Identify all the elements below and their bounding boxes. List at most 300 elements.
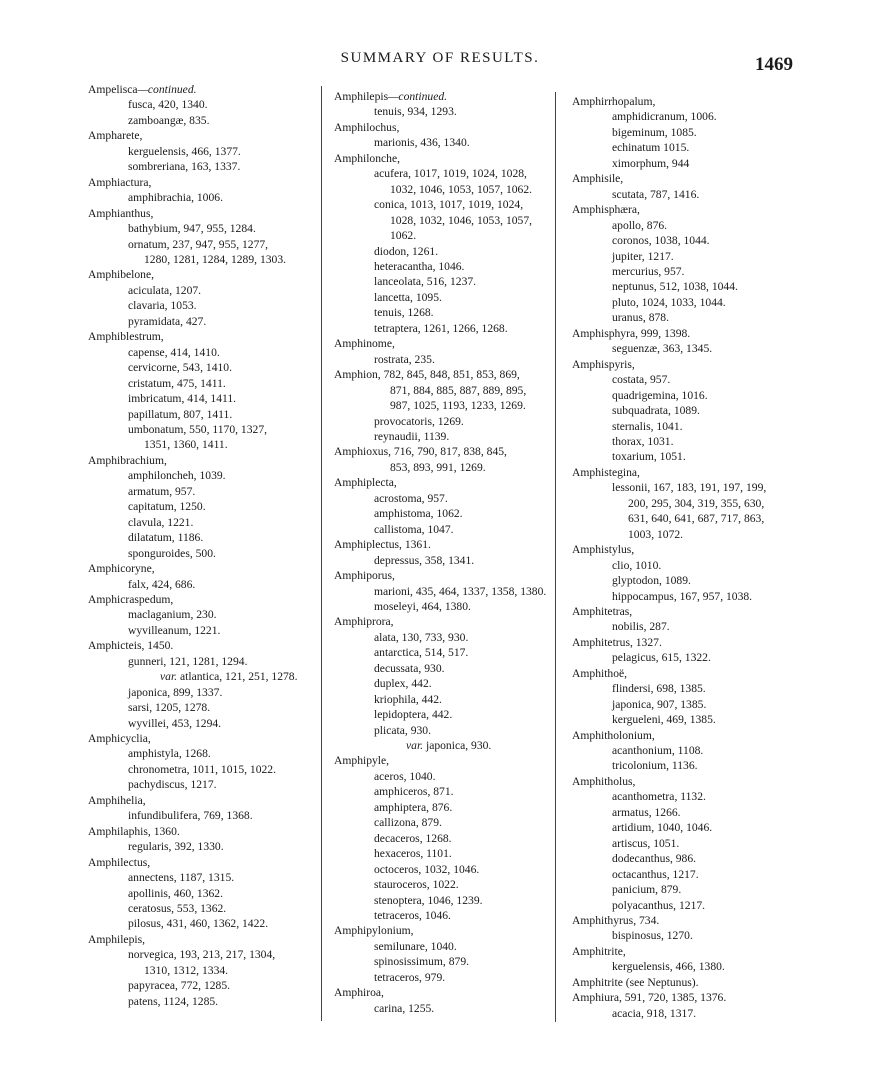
index-entry — [572, 697, 792, 712]
entry-text: lepidoptera, 442. — [374, 708, 453, 722]
entry-text: artiscus, 1051. — [612, 836, 680, 850]
index-heading — [572, 202, 792, 217]
index-entry — [334, 182, 554, 197]
entry-text: bigeminum, 1085. — [612, 125, 697, 139]
index-entry — [572, 836, 792, 851]
entry-text: Amphithoë, — [572, 666, 628, 680]
index-entry — [572, 712, 792, 727]
entry-text: Amphiactura, — [88, 175, 152, 189]
index-entry — [572, 820, 792, 835]
entry-text: cervicorne, 543, 1410. — [128, 361, 232, 375]
entry-text: acanthonium, 1108. — [612, 744, 704, 758]
index-heading — [572, 990, 792, 1005]
entry-text: antarctica, 514, 517. — [374, 646, 469, 660]
index-entry — [334, 800, 554, 815]
index-entry — [334, 584, 554, 599]
index-entry — [334, 290, 554, 305]
index-entry — [88, 685, 318, 700]
entry-text: conica, 1013, 1017, 1019, 1024, — [374, 198, 524, 212]
entry-text: plicata, 930. — [374, 723, 431, 737]
index-entry — [572, 1006, 792, 1021]
entry-text: reynaudii, 1139. — [374, 429, 450, 443]
index-entry — [334, 599, 554, 614]
index-entry — [334, 893, 554, 908]
entry-text: acufera, 1017, 1019, 1024, 1028, — [374, 167, 527, 181]
index-heading — [572, 171, 792, 186]
entry-text: 1310, 1312, 1334. — [144, 963, 229, 977]
index-entry — [572, 898, 792, 913]
entry-text: 631, 640, 641, 687, 717, 863, — [628, 512, 765, 526]
entry-text: neptunus, 512, 1038, 1044. — [612, 280, 738, 294]
entry-text: infundibulifera, 769, 1368. — [128, 809, 253, 823]
entry-text: falx, 424, 686. — [128, 577, 196, 591]
index-entry — [572, 959, 792, 974]
entry-text: Ampelisca — [88, 83, 138, 96]
index-entry — [88, 716, 318, 731]
index-entry — [572, 743, 792, 758]
entry-text: tenuis, 1268. — [374, 306, 434, 320]
entry-text: amphidicranum, 1006. — [612, 110, 717, 124]
index-heading — [334, 753, 554, 768]
entry-text: sarsi, 1205, 1278. — [128, 701, 211, 715]
page-title: SUMMARY OF RESULTS. — [340, 50, 540, 66]
index-heading — [572, 728, 792, 743]
index-entry — [88, 144, 318, 159]
entry-text: tetraceros, 1046. — [374, 909, 451, 923]
index-entry — [88, 376, 318, 391]
entry-text: 853, 893, 991, 1269. — [390, 460, 486, 474]
entry-text: Amphiprora, — [334, 615, 394, 629]
entry-text: umbonatum, 550, 1170, 1327, — [128, 422, 268, 436]
entry-text: sombreriana, 163, 1337. — [128, 160, 241, 174]
entry-text: provocatoris, 1269. — [374, 414, 464, 428]
index-heading — [88, 638, 318, 653]
index-entry — [88, 978, 318, 993]
entry-text: Amphitetrus, 1327. — [572, 635, 662, 649]
index-entry — [572, 882, 792, 897]
entry-text: cristatum, 475, 1411. — [128, 376, 226, 390]
index-entry — [334, 259, 554, 274]
index-heading — [334, 614, 554, 629]
index-entry — [88, 546, 318, 561]
index-entry — [334, 305, 554, 320]
entry-text: amphiloncheh, 1039. — [128, 469, 226, 483]
index-entry — [572, 449, 792, 464]
entry-text: Amphinome, — [334, 337, 395, 351]
entry-text: lessonii, 167, 183, 191, 197, 199, — [612, 481, 767, 495]
index-heading — [88, 453, 318, 468]
entry-text: Amphisphæra, — [572, 203, 640, 217]
index-heading — [334, 568, 554, 583]
index-heading — [572, 465, 792, 480]
index-entry — [88, 870, 318, 885]
index-entry — [334, 862, 554, 877]
entry-text: Amphiplecta, — [334, 476, 397, 490]
entry-text: Amphitetras, — [572, 604, 633, 618]
index-heading — [334, 367, 554, 382]
index-entry — [88, 190, 318, 205]
entry-text: 987, 1025, 1193, 1233, 1269. — [390, 399, 526, 413]
entry-text: wyvilleanum, 1221. — [128, 623, 221, 637]
index-heading — [334, 475, 554, 490]
entry-text: clavaria, 1053. — [128, 299, 197, 313]
entry-text: pachydiscus, 1217. — [128, 778, 217, 792]
index-entry — [572, 434, 792, 449]
entry-text: apollo, 876. — [612, 218, 668, 232]
entry-text: Amphipylonium, — [334, 924, 414, 938]
index-heading — [334, 151, 554, 166]
index-heading — [572, 604, 792, 619]
entry-text: Amphiroa, — [334, 986, 384, 1000]
index-heading — [572, 774, 792, 789]
index-heading — [88, 793, 318, 808]
index-entry — [572, 233, 792, 248]
index-entry — [88, 391, 318, 406]
entry-text: octacanthus, 1217. — [612, 867, 699, 881]
index-entry — [334, 661, 554, 676]
index-heading — [334, 985, 554, 1000]
entry-text: rostrata, 235. — [374, 352, 435, 366]
variety-label: var. — [406, 739, 424, 753]
index-heading — [334, 336, 554, 351]
entry-text: Amphiura, 591, 720, 1385, 1376. — [572, 991, 727, 1005]
entry-text: gunneri, 121, 1281, 1294. — [128, 654, 248, 668]
entry-text: scutata, 787, 1416. — [612, 187, 700, 201]
entry-text: octoceros, 1032, 1046. — [374, 862, 480, 876]
entry-text: coronos, 1038, 1044. — [612, 234, 710, 248]
entry-text: Amphirrhopalum, — [572, 95, 656, 108]
index-entry — [334, 954, 554, 969]
index-entry — [88, 654, 318, 669]
entry-text: fusca, 420, 1340. — [128, 98, 208, 112]
entry-text: toxarium, 1051. — [612, 450, 686, 464]
entry-text: amphiptera, 876. — [374, 800, 453, 814]
index-entry — [88, 530, 318, 545]
entry-text: 200, 295, 304, 319, 355, 630, — [628, 496, 765, 510]
index-entry — [572, 264, 792, 279]
entry-text: capitatum, 1250. — [128, 500, 206, 514]
entry-text: ornatum, 237, 947, 955, 1277, — [128, 237, 269, 251]
entry-text: marionis, 436, 1340. — [374, 136, 470, 150]
entry-text: Amphiplectus, 1361. — [334, 538, 431, 552]
index-entry — [88, 113, 318, 128]
index-heading — [572, 357, 792, 372]
entry-text: thorax, 1031. — [612, 434, 674, 448]
entry-text: Amphisile, — [572, 172, 624, 186]
entry-text: 1028, 1032, 1046, 1053, 1057, — [390, 213, 533, 227]
entry-text: Amphisphyra, 999, 1398. — [572, 326, 691, 340]
variety-label: var. — [160, 670, 178, 684]
index-entry — [572, 403, 792, 418]
index-entry — [88, 947, 318, 962]
entry-text: 1003, 1072. — [628, 527, 684, 541]
continued-label: —continued. — [137, 83, 197, 96]
entry-text: japonica, 907, 1385. — [612, 697, 707, 711]
index-heading — [88, 561, 318, 576]
entry-text: Amphilochus, — [334, 120, 400, 134]
index-entry — [334, 460, 554, 475]
entry-text: bathybium, 947, 955, 1284. — [128, 222, 256, 236]
entry-text: costata, 957. — [612, 373, 671, 387]
entry-text: decussata, 930. — [374, 661, 445, 675]
index-entry — [88, 607, 318, 622]
index-heading — [572, 666, 792, 681]
index-entry — [334, 352, 554, 367]
index-heading — [572, 913, 792, 928]
entry-text: mercurius, 957. — [612, 264, 685, 278]
index-entry — [572, 789, 792, 804]
index-entry — [572, 867, 792, 882]
entry-text: pluto, 1024, 1033, 1044. — [612, 295, 726, 309]
index-entry — [334, 321, 554, 336]
index-entry — [88, 252, 318, 267]
entry-text: Amphiblestrum, — [88, 330, 164, 344]
entry-text: uranus, 878. — [612, 311, 669, 325]
entry-text: kergueleni, 469, 1385. — [612, 713, 716, 727]
entry-text: Amphicteis, 1450. — [88, 639, 174, 653]
entry-text: amphiceros, 871. — [374, 785, 454, 799]
entry-text: japonica, 930. — [423, 739, 492, 753]
index-entry — [334, 630, 554, 645]
entry-text: kerguelensis, 466, 1377. — [128, 144, 241, 158]
index-entry — [88, 314, 318, 329]
index-entry — [334, 197, 554, 212]
index-column-2 — [334, 89, 554, 1016]
index-entry — [88, 916, 318, 931]
index-heading — [88, 128, 318, 143]
entry-text: lancetta, 1095. — [374, 290, 442, 304]
index-heading — [88, 824, 318, 839]
index-heading — [334, 444, 554, 459]
index-entry — [334, 244, 554, 259]
index-column-3 — [572, 94, 792, 1021]
entry-text: moseleyi, 464, 1380. — [374, 599, 471, 613]
entry-text: Amphistegina, — [572, 465, 640, 479]
entry-text: stenoptera, 1046, 1239. — [374, 893, 483, 907]
entry-text: pyramidata, 427. — [128, 314, 207, 328]
index-entry — [572, 619, 792, 634]
index-entry — [572, 928, 792, 943]
entry-text: Amphilectus, — [88, 855, 151, 869]
index-entry — [572, 758, 792, 773]
index-entry — [572, 109, 792, 124]
index-entry — [334, 274, 554, 289]
index-entry — [334, 135, 554, 150]
index-entry — [88, 237, 318, 252]
index-entry — [572, 589, 792, 604]
entry-text: papillatum, 807, 1411. — [128, 407, 233, 421]
entry-text: quadrigemina, 1016. — [612, 388, 708, 402]
entry-text: lanceolata, 516, 1237. — [374, 275, 477, 289]
entry-text: Amphion, 782, 845, 848, 851, 853, 869, — [334, 368, 520, 382]
entry-text: kriophila, 442. — [374, 692, 442, 706]
column-divider — [555, 92, 556, 1022]
entry-text: regularis, 392, 1330. — [128, 840, 224, 854]
index-entry — [334, 707, 554, 722]
entry-text: decaceros, 1268. — [374, 831, 452, 845]
index-entry — [88, 762, 318, 777]
index-entry — [88, 777, 318, 792]
index-entry — [88, 623, 318, 638]
index-entry — [88, 159, 318, 174]
entry-text: Amphitrite, — [572, 944, 626, 958]
index-entry — [334, 846, 554, 861]
entry-text: clio, 1010. — [612, 558, 662, 572]
index-entry — [572, 249, 792, 264]
index-entry — [334, 228, 554, 243]
index-entry — [88, 700, 318, 715]
index-entry — [334, 383, 554, 398]
entry-text: jupiter, 1217. — [612, 249, 674, 263]
entry-text: callizona, 879. — [374, 816, 442, 830]
index-entry — [572, 125, 792, 140]
index-heading — [572, 542, 792, 557]
entry-text: acrostoma, 957. — [374, 491, 448, 505]
entry-text: aceros, 1040. — [374, 769, 436, 783]
entry-text: tetraceros, 979. — [374, 970, 446, 984]
entry-text: dilatatum, 1186. — [128, 531, 204, 545]
entry-text: hippocampus, 167, 957, 1038. — [612, 589, 753, 603]
index-entry — [334, 877, 554, 892]
index-column-1 — [88, 82, 318, 1009]
index-heading — [334, 120, 554, 135]
index-entry — [334, 676, 554, 691]
entry-text: diodon, 1261. — [374, 244, 439, 258]
index-entry — [88, 901, 318, 916]
page-number: 1469 — [755, 54, 793, 75]
index-entry — [334, 784, 554, 799]
entry-text: Amphicyclia, — [88, 732, 151, 746]
entry-text: Amphitholus, — [572, 774, 636, 788]
index-entry — [88, 97, 318, 112]
entry-text: 1062. — [390, 229, 417, 243]
entry-text: semilunare, 1040. — [374, 939, 457, 953]
index-heading — [572, 326, 792, 341]
index-heading — [88, 82, 318, 97]
entry-text: amphibrachia, 1006. — [128, 191, 223, 205]
entry-text: Amphilepis — [334, 90, 389, 103]
index-entry — [334, 166, 554, 181]
entry-text: patens, 1124, 1285. — [128, 994, 219, 1008]
index-heading — [88, 932, 318, 947]
entry-text: amphistoma, 1062. — [374, 507, 463, 521]
entry-text: Amphitrite (see Neptunus). — [572, 975, 699, 989]
index-entry — [88, 298, 318, 313]
continued-label: —continued. — [388, 90, 448, 103]
entry-text: papyracea, 772, 1285. — [128, 979, 231, 993]
index-entry — [334, 398, 554, 413]
entry-text: Amphioxus, 716, 790, 817, 838, 845, — [334, 445, 507, 459]
index-entry — [572, 341, 792, 356]
entry-text: polyacanthus, 1217. — [612, 898, 706, 912]
entry-text: wyvillei, 453, 1294. — [128, 716, 222, 730]
entry-text: carina, 1255. — [374, 1001, 435, 1015]
index-entry — [572, 279, 792, 294]
entry-text: aciculata, 1207. — [128, 283, 202, 297]
entry-text: Amphiporus, — [334, 569, 395, 583]
entry-text: sternalis, 1041. — [612, 419, 683, 433]
entry-text: bispinosus, 1270. — [612, 929, 693, 943]
entry-text: subquadrata, 1089. — [612, 404, 700, 418]
entry-text: glyptodon, 1089. — [612, 574, 691, 588]
entry-text: tricolonium, 1136. — [612, 759, 698, 773]
index-entry — [88, 577, 318, 592]
entry-text: pilosus, 431, 460, 1362, 1422. — [128, 917, 269, 931]
entry-text: maclaganium, 230. — [128, 608, 217, 622]
index-entry — [572, 480, 792, 495]
entry-text: seguenzæ, 363, 1345. — [612, 342, 713, 356]
index-heading — [88, 175, 318, 190]
index-entry — [88, 499, 318, 514]
entry-text: Amphistylus, — [572, 543, 635, 557]
entry-text: Amphithyrus, 734. — [572, 914, 660, 928]
entry-text: sponguroides, 500. — [128, 546, 216, 560]
index-heading — [88, 592, 318, 607]
index-heading — [88, 267, 318, 282]
index-entry — [88, 839, 318, 854]
index-entry — [88, 422, 318, 437]
entry-text: panicium, 879. — [612, 883, 682, 897]
entry-text: chronometra, 1011, 1015, 1022. — [128, 762, 277, 776]
entry-text: Amphihelia, — [88, 793, 146, 807]
entry-text: artidium, 1040, 1046. — [612, 821, 713, 835]
index-entry — [334, 414, 554, 429]
entry-text: amphistyla, 1268. — [128, 747, 211, 761]
index-entry — [572, 650, 792, 665]
index-heading — [88, 731, 318, 746]
index-entry — [88, 360, 318, 375]
entry-text: dodecanthus, 986. — [612, 852, 697, 866]
entry-text: Amphibelone, — [88, 268, 155, 282]
entry-text: japonica, 899, 1337. — [128, 685, 223, 699]
entry-text: 1351, 1360, 1411. — [144, 438, 228, 452]
index-entry — [334, 831, 554, 846]
index-entry — [88, 886, 318, 901]
entry-text: nobilis, 287. — [612, 620, 670, 634]
entry-text: 1280, 1281, 1284, 1289, 1303. — [144, 252, 287, 266]
index-entry — [572, 419, 792, 434]
index-entry — [572, 527, 792, 542]
index-entry — [334, 1001, 554, 1016]
entry-text: imbricatum, 414, 1411. — [128, 392, 237, 406]
entry-text: apollinis, 460, 1362. — [128, 886, 224, 900]
index-entry — [88, 468, 318, 483]
index-entry — [334, 522, 554, 537]
index-entry — [572, 851, 792, 866]
entry-text: Amphilonche, — [334, 151, 401, 165]
index-entry — [572, 372, 792, 387]
entry-text: kerguelensis, 466, 1380. — [612, 960, 725, 974]
entry-text: duplex, 442. — [374, 677, 432, 691]
index-entry — [334, 429, 554, 444]
index-entry — [572, 140, 792, 155]
entry-text: norvegica, 193, 213, 217, 1304, — [128, 948, 276, 962]
entry-text: Amphilepis, — [88, 932, 146, 946]
index-entry — [88, 515, 318, 530]
entry-text: armatum, 957. — [128, 484, 196, 498]
entry-text: Amphicraspedum, — [88, 592, 174, 606]
entry-text: Amphilaphis, 1360. — [88, 824, 180, 838]
entry-text: flindersi, 698, 1385. — [612, 682, 706, 696]
index-entry — [572, 805, 792, 820]
entry-text: hexaceros, 1101. — [374, 847, 452, 861]
index-entry — [88, 669, 318, 684]
entry-text: Amphicoryne, — [88, 562, 155, 576]
index-heading — [572, 94, 792, 109]
entry-text: Amphibrachium, — [88, 453, 167, 467]
index-entry — [88, 283, 318, 298]
index-heading — [88, 206, 318, 221]
